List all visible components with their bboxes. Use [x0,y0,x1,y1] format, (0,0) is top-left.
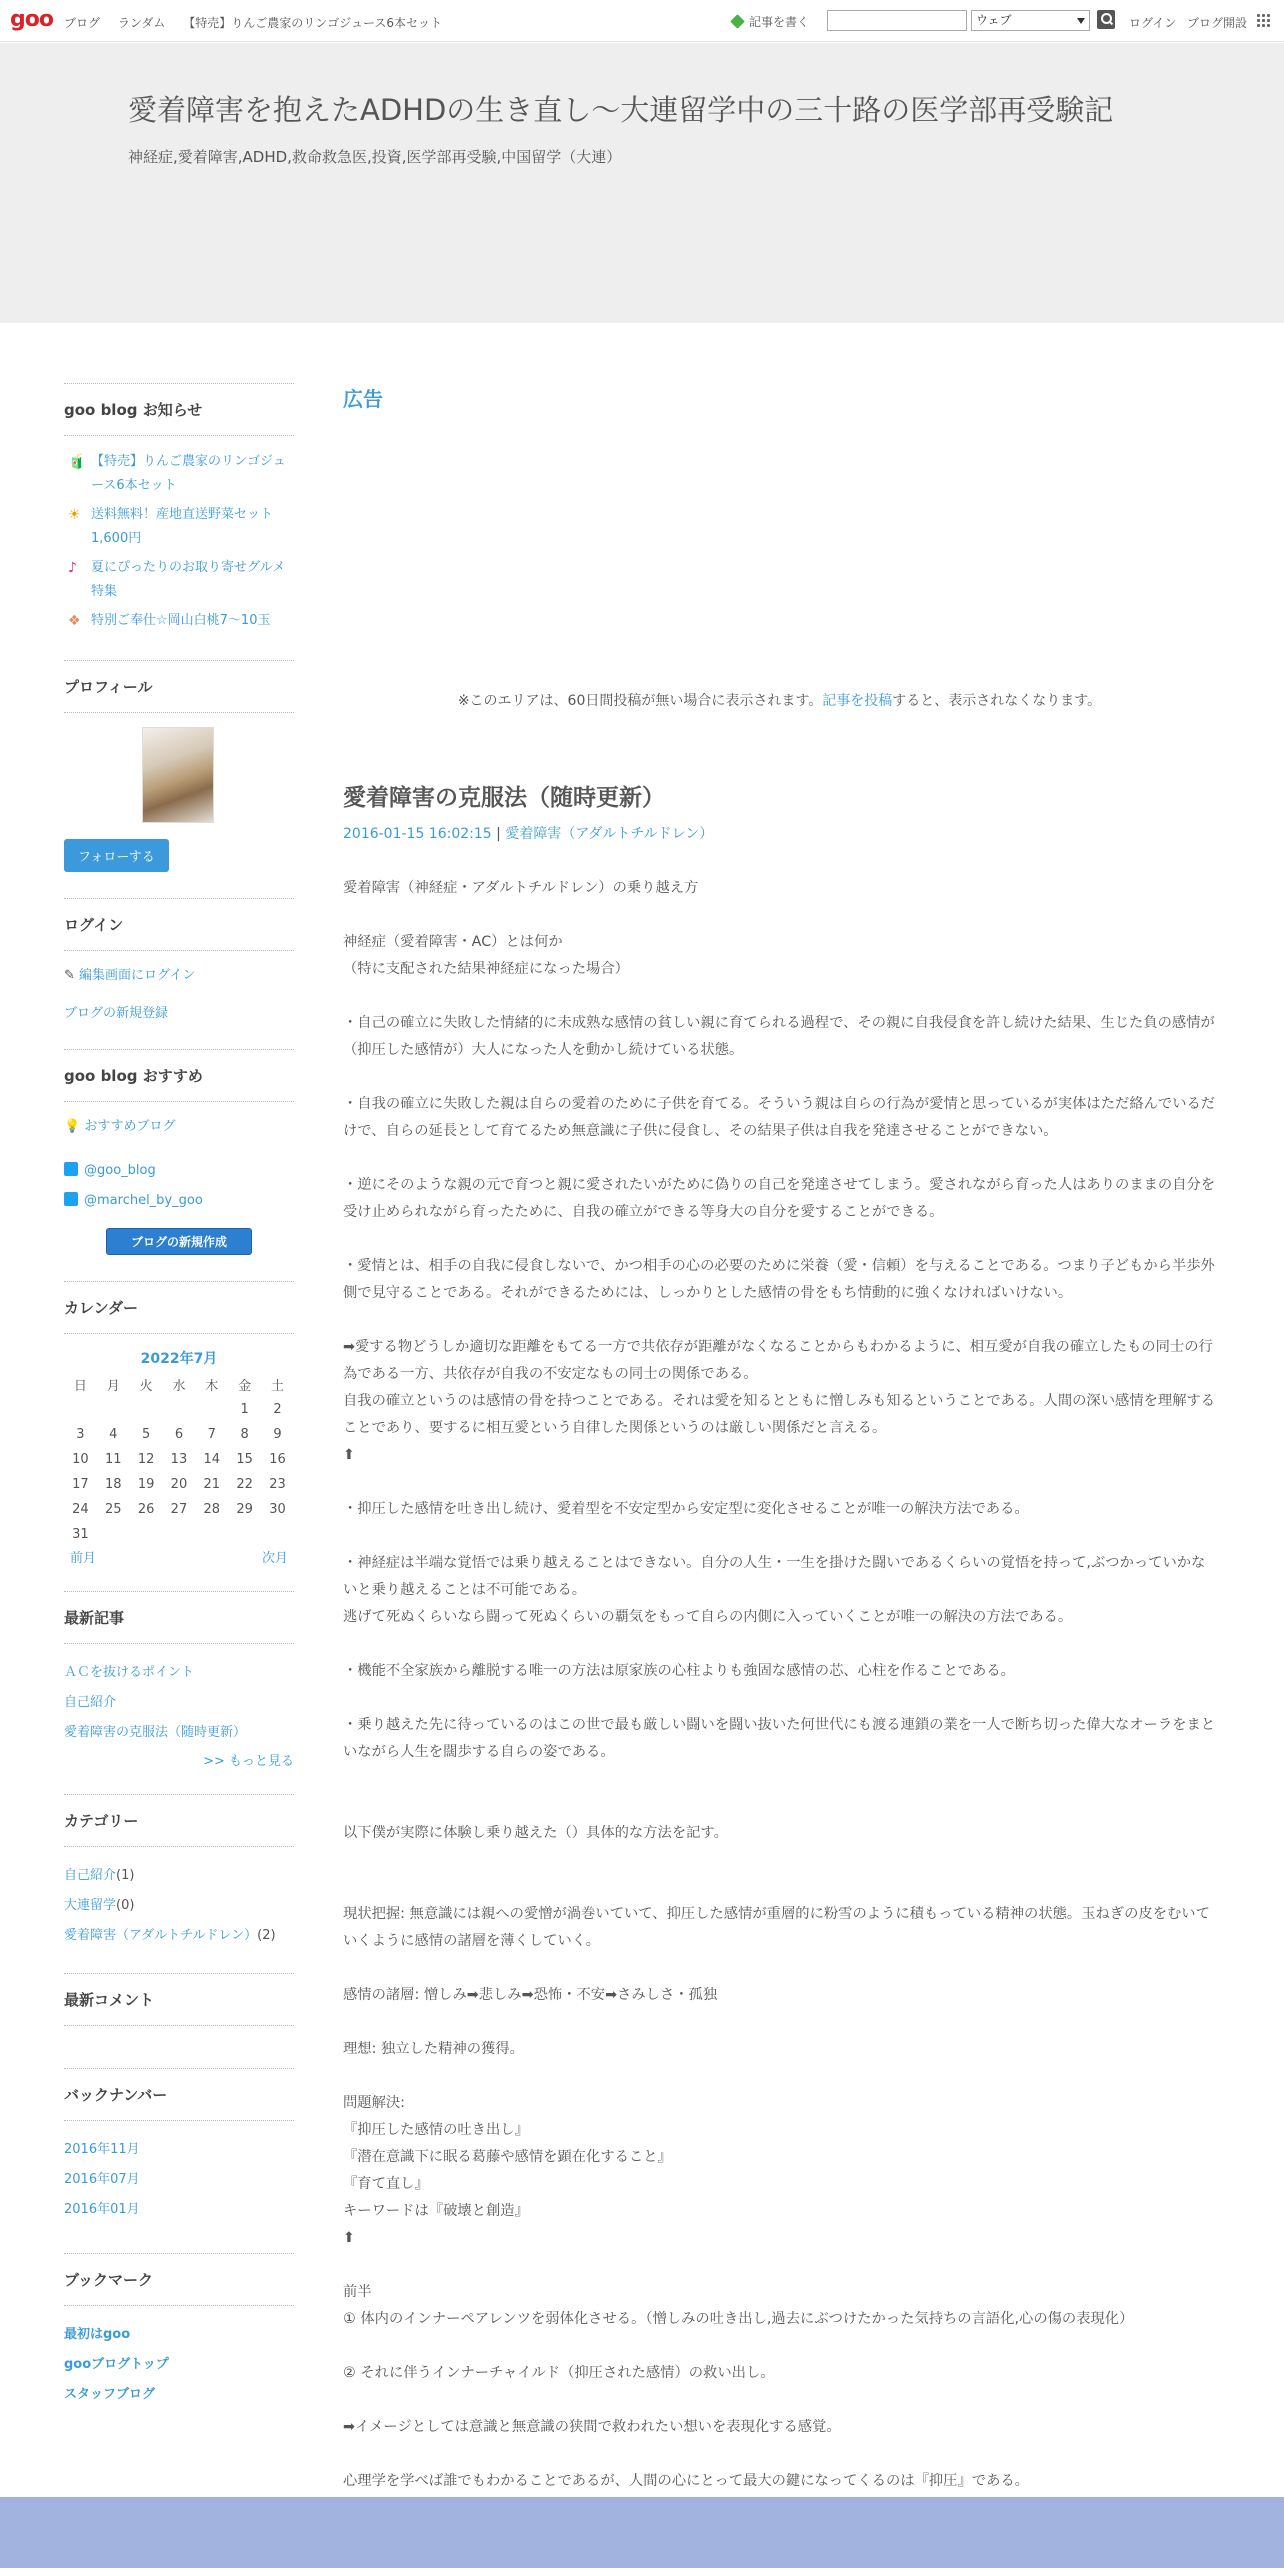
category-heading: カテゴリー [64,1794,294,1847]
more-link[interactable]: >> もっと見る [203,1754,294,1769]
bookmark-item[interactable]: スタッフブログ [64,2387,156,2402]
post-paragraph: ➡イメージとしては意識と無意識の狭間で救われたい想いを表現化する感覚。 [343,2419,841,2435]
calendar-day [195,1397,228,1422]
post-paragraph: ・神経症は半端な覚悟では乗り越えることはできない。自分の人生・一生を掛けた闘いであるくらいの覚悟を持って,ぶつかっていかないと乗り越えることは不可能である。 逃げて死ぬくらいなら闘って死ぬくらいの覇気をもって自らの内側に入っていくことが唯一の解決の方法である。 [343,1555,1206,1625]
recommend-heading: goo blog おすすめ [64,1049,294,1102]
post-paragraph: ・抑圧した感情を吐き出し続け、愛着型を不安定型から安定型に変化させることが唯一の解決方法である。 [343,1501,1029,1517]
calendar-day: 3 [76,1427,85,1442]
calendar-day: 23 [269,1477,286,1492]
post-paragraph: 感情の諸層: 憎しみ➡悲しみ➡恐怖・不安➡さみしさ・孤独 [343,1987,718,2003]
post-date[interactable]: 2016-01-15 16:02:15 [343,826,492,842]
calendar-month: 2022年7月 [140,1351,218,1367]
post-paragraph: 心理学を学べば誰でもわかることであるが、人間の心にとって最大の鍵になってくるのは『抑圧』である。 [343,2473,1029,2489]
post-category-link[interactable]: 愛着障害（アダルトチルドレン） [505,826,714,842]
nav-promo[interactable]: 【特売】りんご農家のリンゴジュース6本セット [183,16,442,30]
weekday: 月 [106,1379,120,1394]
calendar-week [64,1397,294,1422]
twitter-link-marchel[interactable] [64,1190,294,1212]
twitter-label: @marchel_by_goo [84,1193,203,1208]
calendar-day: 7 [207,1427,216,1442]
calendar-day: 19 [137,1477,155,1492]
note-icon: ♪ [68,560,77,576]
calendar-day: 8 [240,1427,249,1442]
calendar-day: 16 [269,1452,286,1467]
calendar-heading: カレンダー [64,1281,294,1334]
meta-separator: | [491,826,506,842]
category-item[interactable] [64,1891,294,1921]
category-name: 自己紹介 [64,1868,117,1883]
category-name: 愛着障害（アダルトチルドレン） [64,1928,258,1943]
calendar-week [64,1497,294,1522]
post-paragraph: ・愛情とは、相手の自我に侵食しないで、かつ相手の心の必要のために栄養（愛・信頼）を与えることである。つまり子どもから半歩外側で見守ることである。それができるためには、しっかりとした感情の骨をもち情動的に強くなければいけない。 [343,1258,1215,1301]
calendar-day: 17 [72,1477,89,1492]
juice-icon: 🧃 [68,454,86,470]
bottom-overlay [0,2497,1284,2568]
post-paragraph: 理想: 独立した精神の獲得。 [343,2041,524,2057]
search-scope-select[interactable] [971,10,1090,31]
post-paragraph: ② それに伴うインナーチャイルド（抑圧された感情）の救い出し。 [343,2365,775,2381]
flower-icon: ❖ [68,613,81,629]
calendar-day: 12 [137,1452,155,1467]
search-scope-value: ウェブ [976,13,1012,27]
calendar-day: 15 [236,1452,253,1467]
main-content [343,383,1216,2489]
calendar-day: 9 [273,1427,282,1442]
lightbulb-icon: 💡 [64,1119,85,1134]
blog-header [0,43,1284,323]
calendar-day: 26 [137,1502,155,1517]
calendar-day: 28 [203,1502,221,1517]
calendar-day: 14 [203,1452,221,1467]
notice-text: 送料無料！産地直送野菜セット1,600円 [91,507,274,546]
category-count: (1) [116,1868,135,1883]
backnumber-heading: バックナンバー [64,2068,294,2121]
calendar-day: 20 [170,1477,188,1492]
post-article-link[interactable]: 記事を投稿 [822,693,893,709]
calendar-day: 6 [174,1427,184,1442]
chevron-down-icon [1077,18,1085,24]
backnumber-item[interactable]: 2016年07月 [64,2172,140,2187]
post-title[interactable]: 愛着障害の克服法（随時更新） [343,785,665,811]
calendar-nav [64,1547,294,1569]
goo-logo[interactable]: goo [10,7,53,32]
follow-button[interactable]: フォローする [64,839,169,872]
post-paragraph: ・逆にそのような親の元で育つと親に愛されたいがために偽りの自己を発達させてしまう。愛されながら育った人はありのままの自分を受け止められながら育ったために、自我の確立ができる等身大の自分を愛することができる。 [343,1177,1216,1220]
backnumber-item[interactable]: 2016年01月 [64,2202,140,2217]
twitter-label: @goo_blog [84,1163,156,1178]
calendar-weekdays [64,1372,294,1397]
twitter-icon [64,1192,78,1206]
calendar-body [64,1397,294,1547]
nav-random[interactable]: ランダム [117,16,166,30]
write-article-link[interactable] [731,13,809,30]
bookmark-item[interactable]: 最初はgoo [64,2327,131,2342]
search-input[interactable] [827,10,967,31]
new-blog-button[interactable]: ブログの新規作成 [106,1228,252,1255]
recent-item[interactable]: 愛着障害の克服法（随時更新） [64,1725,247,1740]
calendar-week [64,1472,294,1497]
top-bar [0,0,1284,42]
twitter-icon [64,1162,78,1176]
calendar-day [195,1522,228,1547]
pen-icon [730,14,745,29]
calendar-day: 4 [109,1427,118,1442]
sun-icon: ☀ [68,507,81,523]
calendar-day: 24 [72,1502,89,1517]
register-link[interactable]: ブログの新規登録 [64,1006,169,1021]
calendar-day: 21 [203,1477,221,1492]
post-paragraph: 愛着障害（神経症・アダルトチルドレン）の乗り越え方 [343,880,699,896]
weekday: 木 [205,1379,219,1394]
calendar-day: 2 [273,1402,282,1417]
category-item[interactable] [64,1861,294,1891]
calendar-day: 29 [236,1502,253,1517]
bookmark-heading: ブックマーク [64,2253,294,2306]
calendar-day [97,1397,130,1422]
calendar-day: 25 [104,1502,122,1517]
calendar-day: 22 [236,1477,253,1492]
top-nav [64,14,456,31]
recent-item[interactable]: 自己紹介 [64,1695,117,1710]
twitter-link-goo-blog[interactable] [64,1160,294,1182]
ad-note-text: ※このエリアは、60日間投稿が無い場合に表示されます。 [457,693,823,709]
calendar-day [163,1522,196,1547]
notice-item[interactable] [64,450,294,498]
notice-item[interactable] [64,609,294,633]
notice-text: 【特売】りんご農家のリンゴジュース6本セット [91,454,286,493]
weekday: 土 [271,1379,285,1394]
nav-blog[interactable]: ブログ [64,16,101,30]
calendar-day: 11 [104,1452,122,1467]
post-body [343,875,1216,2522]
ad-notice [343,690,1216,710]
calendar-week [64,1422,294,1447]
post-paragraph: 神経症（愛着障害・AC）とは何か （特に支配された結果神経症になった場合） [343,934,629,977]
calendar-day [130,1397,163,1422]
calendar-day [97,1522,130,1547]
recommend-blog-link[interactable] [64,1116,294,1138]
post-paragraph: ➡愛する物どうしか適切な距離をもてる一方で共依存が距離がなくなることからもわかるように、相互愛が自我の確立したもの同士の行為である一方、共依存が自我の不安定なもの同士の関係である。 自我の確立というのは感情の骨を持つことである。それは愛を知るとともに憎しみも知るということである。人間の深い感情を理解することであり、要するに相互愛という自律した関係というのは厳しい関係だと言える。 ⬆ [343,1339,1216,1463]
login-heading: ログイン [64,898,294,951]
calendar-week [64,1522,294,1547]
post-paragraph: ・乗り越えた先に待っているのはこの世で最も厳しい闘いを闘い抜いた何世代にも渡る連鎖の業を一人で断ち切った偉大なオーラをまといながら人生を闊歩する自らの姿である。 [343,1717,1216,1760]
post-paragraph: ・自我の確立に失敗した親は自らの愛着のために子供を育てる。そういう親は自らの行為が愛情と思っているが実体はただ絡んでいるだけで、自らの延長として育てるため無意識に子供に侵食し、その結果子供は自我を発達させることができない。 [343,1096,1216,1139]
calendar-day [64,1397,97,1422]
sidebar [64,383,294,2410]
profile-heading: プロフィール [64,660,294,713]
notice-text: 夏にぴったりのお取り寄せグルメ特集 [91,560,286,599]
recent-item[interactable]: ＡＣを抜けるポイント [64,1665,195,1680]
pencil-icon: ✎ [64,968,80,983]
notice-item[interactable] [64,503,294,551]
blog-title[interactable]: 愛着障害を抱えたADHDの生き直し～大連留学中の三十路の医学部再受験記 [128,93,1114,127]
post-meta [343,823,713,843]
calendar-day [130,1522,163,1547]
calendar-day: 18 [104,1477,122,1492]
post-paragraph: 以下僕が実際に体験し乗り越えた（）具体的な方法を記す。 [343,1825,728,1841]
apps-grid-icon[interactable] [1256,13,1271,28]
post-paragraph: ・自己の確立に失敗した情緒的に未成熟な感情の貧しい親に育てられる過程で、その親に自我侵食を許し続けた結果、生じた負の感情が（抑圧した感情が）大人になった人を動かし続けている状態。 [343,1015,1215,1058]
open-blog-link[interactable]: ブログ開設 [1187,16,1248,30]
calendar-day [228,1522,261,1547]
post-paragraph: ・機能不全家族から離脱する唯一の方法は原家族の心柱よりも強固な感情の芯、心柱を作ることである。 [343,1663,1015,1679]
category-item[interactable] [64,1921,294,1951]
recommend-blog-label: おすすめブログ [84,1119,176,1134]
calendar-day: 27 [170,1502,188,1517]
notice-text: 特別ご奉仕☆岡山白桃7〜10玉 [91,613,271,628]
calendar-day [261,1522,294,1547]
backnumber-item[interactable]: 2016年11月 [64,2142,140,2157]
write-label: 記事を書く [749,15,810,29]
edit-login-link[interactable] [64,965,294,987]
ad-note-text: すると、表示されなくなります。 [892,693,1102,709]
calendar-day: 31 [72,1527,89,1542]
notice-item[interactable] [64,556,294,604]
search-button[interactable] [1097,10,1115,29]
profile-avatar[interactable] [142,727,214,823]
calendar-day: 10 [72,1452,89,1467]
post-paragraph: 前半 ① 体内のインナーペアレンツを弱体化させる。（憎しみの吐き出し,過去にぶつけたかった気持ちの言語化,心の傷の表現化） [343,2284,1134,2327]
weekday: 火 [139,1379,153,1394]
ad-heading: 広告 [343,387,383,411]
edit-login-label: 編集画面にログイン [79,968,196,983]
login-link[interactable]: ログイン [1129,16,1177,30]
calendar-day: 30 [269,1502,286,1517]
recent-heading: 最新記事 [64,1591,294,1644]
category-count: (0) [116,1898,135,1913]
next-month-link[interactable]: 次月 [261,1551,288,1566]
notice-list [64,450,294,633]
bookmark-item[interactable]: gooブログトップ [64,2357,169,2372]
calendar-table [64,1372,294,1547]
calendar-day: 5 [141,1427,151,1442]
calendar-week [64,1447,294,1472]
weekday: 水 [172,1379,186,1394]
post-paragraph: 現状把握: 無意識には親への愛憎が渦巻いていて、抑圧した感情が重層的に粉雪のように積もっている精神の状態。玉ねぎの皮をむいていくように感情の諸層を薄くしていく。 [343,1906,1210,1949]
weekday: 日 [73,1379,87,1394]
category-count: (2) [257,1928,276,1943]
calendar-day: 13 [170,1452,188,1467]
comment-heading: 最新コメント [64,1973,294,2026]
weekday: 金 [238,1379,252,1394]
blog-subtitle: 神経症,愛着障害,ADHD,救命救急医,投資,医学部再受験,中国留学（大連） [128,148,622,166]
calendar-day: 1 [240,1402,249,1417]
notice-heading: goo blog お知らせ [64,383,294,436]
calendar-day [163,1397,196,1422]
post-paragraph: 問題解決: 『抑圧した感情の吐き出し』 『潜在意識下に眠る葛藤や感情を顕在化すること』 『育て直し』 キーワードは『破壊と創造』 ⬆ [343,2095,672,2246]
prev-month-link[interactable]: 前月 [70,1551,97,1566]
category-name: 大連留学 [64,1898,117,1913]
